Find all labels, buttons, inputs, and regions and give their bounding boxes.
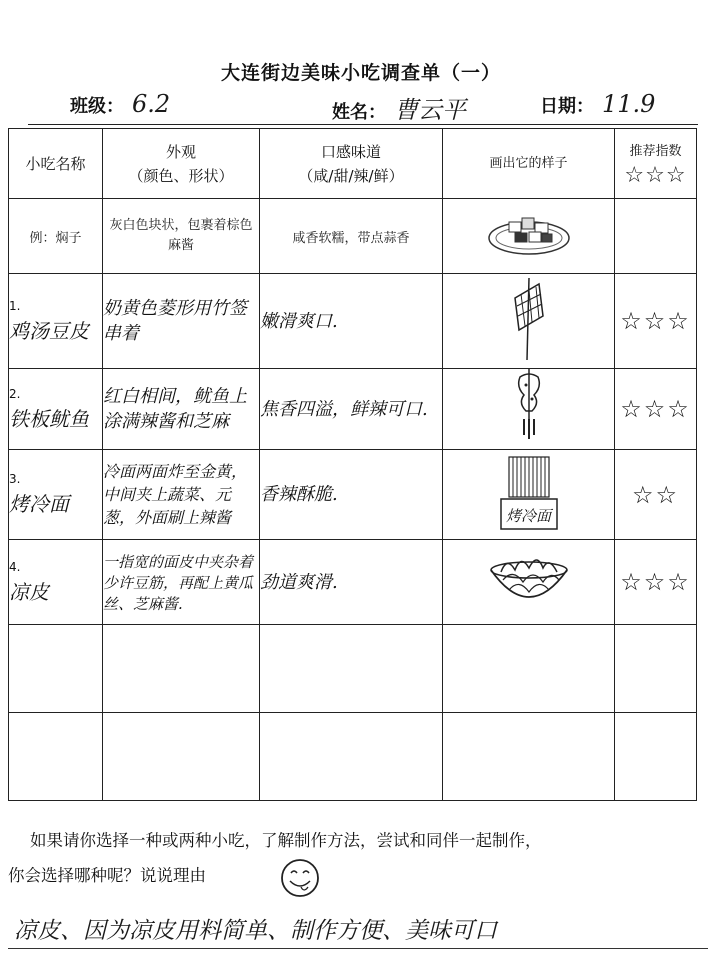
table-row [9, 540, 697, 625]
skewer-sketch-icon [499, 276, 559, 362]
snack-rating [615, 369, 697, 450]
table-row [9, 450, 697, 540]
snack-picture [443, 274, 615, 369]
header-taste [260, 129, 443, 199]
example-row [9, 199, 697, 274]
example-rating [615, 199, 697, 274]
header-rating-stars: ☆☆☆ [624, 162, 687, 188]
row-number: 2. [9, 386, 21, 401]
date-value: 11.9 [602, 90, 656, 118]
snack-name-cell [9, 540, 103, 625]
rating-stars: ☆☆☆ [620, 395, 691, 423]
table-row [9, 369, 697, 450]
question-line-1: 如果请你选择一种或两种小吃，了解制作方法，尝试和同伴一起制作， [30, 831, 542, 850]
snack-rating [615, 274, 697, 369]
sheet-title: 大连街边美味小吃调查单（一） [220, 62, 501, 84]
snack-taste: 嫩滑爽口. [260, 274, 443, 369]
rating-stars: ☆☆☆ [620, 307, 691, 335]
smiley-icon [279, 857, 321, 899]
date-field [540, 90, 655, 118]
bowl-sketch-icon [487, 548, 571, 612]
class-label: 班级： [70, 96, 124, 117]
header-rule [28, 124, 698, 125]
answer-text: 凉皮、因为凉皮用料简单、制作方便、美味可口 [14, 918, 497, 944]
empty-row [9, 625, 697, 713]
snack-picture [443, 369, 615, 450]
header-rating-title: 推荐指数 [629, 143, 682, 159]
name-field [332, 90, 466, 125]
header-look-sub: （颜色、形状） [128, 166, 234, 185]
date-label: 日期： [540, 96, 594, 117]
snack-rating [615, 450, 697, 540]
squid-sketch-icon [504, 369, 554, 445]
snack-name-cell [9, 369, 103, 450]
snack-taste: 香辣酥脆. [260, 450, 443, 540]
header-look-title: 外观 [165, 142, 196, 161]
snack-look: 一指宽的面皮中夹杂着少许豆筋，再配上黄瓜丝、芝麻酱. [103, 540, 260, 625]
rating-stars: ☆☆ [631, 480, 680, 509]
table-row [9, 274, 697, 369]
example-name: 例：焖子 [9, 199, 103, 274]
example-picture [443, 199, 615, 274]
survey-table [8, 128, 697, 801]
snack-name: 铁板鱿鱼 [9, 406, 89, 431]
header-taste-title: 口感味道 [320, 142, 381, 161]
name-value: 曹云平 [394, 96, 466, 124]
snack-name-cell [9, 274, 103, 369]
rating-stars: ☆☆☆ [620, 568, 691, 596]
row-number: 3. [9, 472, 21, 486]
snack-picture [443, 450, 615, 540]
example-taste: 咸香软糯，带点蒜香 [260, 199, 443, 274]
snack-name: 凉皮 [9, 579, 49, 604]
name-label: 姓名： [332, 102, 386, 123]
snack-name: 烤冷面 [9, 492, 69, 516]
snack-look: 红白相间，鱿鱼上涂满辣酱和芝麻 [103, 369, 260, 450]
header-draw: 画出它的样子 [443, 129, 615, 199]
header-row [9, 129, 697, 199]
noodle-sketch-icon [497, 455, 561, 535]
header-taste-sub: （咸/甜/辣/鲜） [298, 166, 404, 185]
snack-taste: 劲道爽滑. [260, 540, 443, 625]
answer-underline [8, 948, 708, 949]
snack-look: 奶黄色菱形用竹签串着 [103, 274, 260, 369]
snack-rating [615, 540, 697, 625]
example-look: 灰白色块状，包裹着棕色麻酱 [103, 199, 260, 274]
question-line-2: 你会选择哪种呢？说说理由 [8, 866, 206, 885]
snack-name: 鸡汤豆皮 [9, 318, 89, 343]
snack-name-cell [9, 450, 103, 540]
dish-icon [484, 208, 574, 260]
header-rating [615, 129, 697, 199]
row-number: 4. [9, 559, 21, 574]
header-name: 小吃名称 [9, 129, 103, 199]
snack-picture [443, 540, 615, 625]
row-number: 1. [9, 298, 21, 313]
snack-look: 冷面两面炸至金黄，中间夹上蔬菜、元葱，外面刷上辣酱 [103, 450, 260, 540]
class-field [70, 90, 170, 118]
noodle-sketch-label: 烤冷面 [505, 506, 551, 525]
header-look [103, 129, 260, 199]
snack-taste: 焦香四溢，鲜辣可口. [260, 369, 443, 450]
empty-row [9, 713, 697, 801]
class-value: 6.2 [132, 90, 171, 118]
